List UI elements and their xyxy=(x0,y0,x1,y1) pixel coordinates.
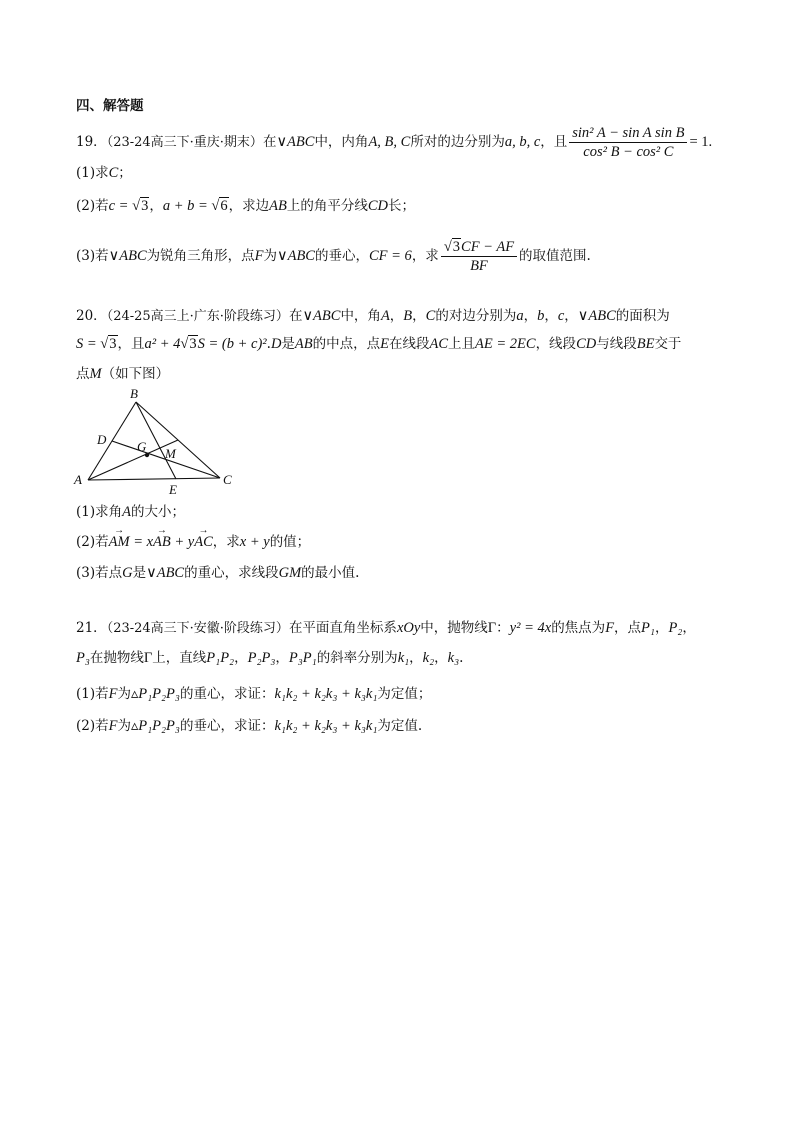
q19-frac-denominator: cos² B − cos² C xyxy=(583,144,674,160)
section-title: 四、解答题 xyxy=(76,98,144,114)
q21-xOy: xOy xyxy=(396,620,421,636)
q19-p3-num-rest: CF − AF xyxy=(461,239,515,255)
q19-p2-end: 长； xyxy=(388,198,415,214)
q20-part2 xyxy=(76,532,310,552)
q20-C: C xyxy=(425,308,436,324)
q20-a: a xyxy=(516,308,524,324)
q20-p3-text: 是 xyxy=(132,565,147,581)
q20-p3-G: G xyxy=(122,565,133,581)
q21-number: 21． xyxy=(76,620,107,636)
q20-D: D xyxy=(270,336,282,352)
q21-p2-text: 的垂心，求证： xyxy=(179,718,275,734)
q19-p3-triangle: ∨ABC xyxy=(108,248,147,264)
q19-number: 19． xyxy=(76,134,107,150)
q20-p3-GM: GM xyxy=(278,565,302,581)
q21-text: 在抛物线 xyxy=(89,650,144,666)
q21-p2-F: F xyxy=(108,718,118,734)
q20-c: c xyxy=(557,308,565,324)
q21-parabola-eq: y² = 4x xyxy=(509,620,552,636)
q19-p3-triangle: ∨ABC xyxy=(276,248,315,264)
q20-sqrt3: 3 xyxy=(109,336,117,352)
q20-source: （24-25高三上·广东·阶段练习） xyxy=(106,309,289,324)
q20-comma: ， xyxy=(412,308,426,324)
q21-line1 xyxy=(76,618,696,639)
q19-p3-label: (3)若 xyxy=(76,248,109,264)
q19-p2-sqrt6: 6 xyxy=(220,198,228,214)
q21-P2: P₂ xyxy=(668,620,683,636)
q20-p2-label: (2)若 xyxy=(76,534,109,550)
q19-part2: (2)若c = √3，a + b = √6，求边AB上的角平分线CD长； xyxy=(76,198,415,214)
q20-text: 的对边分别为 xyxy=(435,308,517,324)
q20-S: S = xyxy=(76,336,101,352)
figure-label-M: M xyxy=(165,446,176,461)
q20-part3 xyxy=(76,563,359,583)
q19-p2-sep: ， xyxy=(149,198,163,214)
q19-p3-F: F xyxy=(254,248,264,264)
q20-text: 的面积为 xyxy=(615,308,670,324)
q19-p2-AB: AB xyxy=(269,198,287,214)
q20-triangle: ∨ABC xyxy=(577,308,616,324)
q21-comma: ， xyxy=(654,620,669,636)
q20-p2-vec-AM: → AM xyxy=(109,532,130,552)
q19-p3-frac-denominator: BF xyxy=(470,258,488,274)
q20-B: B xyxy=(403,308,413,324)
q20-AC: AC xyxy=(429,336,449,352)
q19-sides: a, b, c xyxy=(504,134,541,150)
q21-p2-expr: k₁k₂ + k₂k₃ + k₃k₁ xyxy=(274,718,378,734)
q20-text: ，线段 xyxy=(535,336,577,352)
q21-p2-triangle: ▵P₁P₂P₃ xyxy=(130,718,180,734)
q21-comma: ， xyxy=(409,650,423,666)
q19-frac-numerator: sin² A − sin A sin B xyxy=(569,124,687,143)
q19-text: 所对的边分别为 xyxy=(410,134,505,150)
q21-gamma: Γ xyxy=(143,650,153,666)
q21-text: 在平面直角坐标系 xyxy=(288,620,397,636)
q19-frac-equals: = 1. xyxy=(689,134,713,150)
q21-text: ： xyxy=(496,620,510,636)
q20-p2-vec-AB: → AB xyxy=(153,532,171,552)
q21-text: 上，直线 xyxy=(152,650,207,666)
q20-p1-end: 的大小； xyxy=(130,504,185,520)
q20-triangle: ∨ABC xyxy=(302,308,341,324)
q21-p2-text: 为 xyxy=(117,718,131,734)
q20-p2-vec-AC: → AC xyxy=(194,532,213,552)
q21-p1-triangle: ▵P₁P₂P₃ xyxy=(130,686,180,702)
q20-text: 上且 xyxy=(448,336,476,352)
q19-p3-text: 为锐角三角形，点 xyxy=(146,248,255,264)
q21-k2: k₂ xyxy=(422,650,435,666)
q20-p2-text: ，求 xyxy=(212,534,240,550)
q19-p3-text: ，求 xyxy=(411,248,439,264)
q20-M: M xyxy=(89,366,102,382)
q21-part2 xyxy=(76,716,422,736)
q21-line2 xyxy=(76,648,463,668)
q19-p2-text: 上的角平分线 xyxy=(286,198,368,214)
q20-text: 中，角 xyxy=(340,308,381,324)
q20-p3-label: (3)若点 xyxy=(76,565,123,581)
q19-source: （23-24高三下·重庆·期末） xyxy=(106,135,263,150)
q20-eq-right: S = (b + c)² xyxy=(197,336,267,352)
q21-comma: ， xyxy=(682,620,696,636)
q20-p3-end: 的最小值. xyxy=(301,565,360,581)
q20-p1-A: A xyxy=(122,504,131,520)
q20-p2-plus: + y xyxy=(170,534,195,550)
q21-p2-end: 为定值. xyxy=(377,718,423,734)
figure-label-C: C xyxy=(223,472,232,487)
q19-stem xyxy=(76,124,712,161)
q19-part1 xyxy=(76,163,132,183)
q19-p3-text: 为 xyxy=(263,248,277,264)
q20-comma: ， xyxy=(544,308,558,324)
q21-F: F xyxy=(605,620,615,636)
q19-text: 在 xyxy=(262,134,277,150)
q19-p3-end: 的取值范围. xyxy=(519,248,591,264)
q21-part1 xyxy=(76,684,431,704)
q21-comma: ， xyxy=(434,650,448,666)
q19-p3-fraction xyxy=(441,238,517,275)
q21-end: . xyxy=(459,650,464,666)
q19-p2-text: ，求边 xyxy=(228,198,270,214)
q20-text: 在 xyxy=(288,308,303,324)
q21-comma: ， xyxy=(275,650,289,666)
figure-segment-AC xyxy=(88,478,220,480)
q19-p1-end: ； xyxy=(118,165,132,181)
q20-number: 20． xyxy=(76,308,107,324)
q20-text: ，且 xyxy=(117,336,145,352)
q21-k3: k₃ xyxy=(447,650,460,666)
q20-text: 在线段 xyxy=(389,336,430,352)
q19-angles: A, B, C xyxy=(368,134,411,150)
q20-p2-xy: x + y xyxy=(239,534,270,550)
q20-BE: BE xyxy=(636,336,655,352)
q21-p1-end: 为定值； xyxy=(377,686,432,702)
q20-p3-triangle: ∨ABC xyxy=(146,565,185,581)
q21-P3: P₃ xyxy=(76,650,90,666)
q21-text: 的焦点为 xyxy=(551,620,606,636)
q21-comma: ， xyxy=(234,650,248,666)
q19-p2-c: c = xyxy=(108,198,133,214)
q20-eq-sqrt: 3 xyxy=(189,336,197,352)
q20-p3-text: 的重心，求线段 xyxy=(184,565,279,581)
q20-comma: ， xyxy=(564,308,578,324)
q21-P1: P₁ xyxy=(641,620,655,636)
q19-text: ，且 xyxy=(540,134,568,150)
q19-p2-sqrt3: 3 xyxy=(141,198,149,214)
q19-p3-sqrt3: 3 xyxy=(452,239,461,255)
q20-line1 xyxy=(76,306,670,327)
q20-text: 与线段 xyxy=(596,336,637,352)
q20-ae: AE = 2EC xyxy=(475,336,536,352)
q19-p1-label: (1)求 xyxy=(76,165,109,181)
q20-eq-left: a² + 4 xyxy=(144,336,181,352)
q21-p2-label: (2)若 xyxy=(76,718,109,734)
q20-p2-end: 的值； xyxy=(269,534,311,550)
q21-line-P1P2: P₁P₂ xyxy=(206,650,235,666)
figure-label-G: G xyxy=(137,439,147,454)
q21-line-P2P3: P₂P₃ xyxy=(247,650,276,666)
figure-label-A: A xyxy=(74,472,82,487)
q20-text: 交于 xyxy=(654,336,682,352)
q21-p1-text: 为 xyxy=(117,686,131,702)
q19-p2-CD: CD xyxy=(367,198,388,214)
q19-part3 xyxy=(76,238,591,275)
q20-text: 是 xyxy=(281,336,295,352)
q21-p1-text: 的重心，求证： xyxy=(179,686,275,702)
q20-line3 xyxy=(76,364,169,384)
q19-p3-text: 的垂心， xyxy=(314,248,369,264)
q19-fraction xyxy=(569,124,687,161)
q19-p1-var: C xyxy=(108,165,119,181)
q21-source: （23-24高三下·安徽·阶段练习） xyxy=(106,621,289,636)
q20-line2: S = √3，且a² + 4√3S = (b + c)².D是AB的中点，点E在线段AC上且AE = 2EC，线段CD与线段BE交于 xyxy=(76,336,682,352)
q20-text: 的中点，点 xyxy=(312,336,381,352)
q20-p1-label: (1)求角 xyxy=(76,504,123,520)
figure-label-E: E xyxy=(169,482,177,497)
q20-text: . xyxy=(266,336,271,352)
q20-A: A xyxy=(380,308,390,324)
figure-label-B: B xyxy=(130,386,138,401)
q21-text: ，点 xyxy=(614,620,642,636)
q20-part1 xyxy=(76,502,185,522)
q20-p2-eq: = x xyxy=(129,534,154,550)
q20-b: b xyxy=(537,308,545,324)
q20-comma: ， xyxy=(523,308,538,324)
q20-triangle-figure xyxy=(70,386,240,498)
q20-comma: ， xyxy=(389,308,404,324)
q19-p3-cf: CF = 6 xyxy=(368,248,412,264)
q21-gamma: Γ xyxy=(487,620,497,636)
q19-triangle: ∨ABC xyxy=(276,134,315,150)
figure-label-D: D xyxy=(97,432,107,447)
q21-k1: k₁ xyxy=(397,650,410,666)
q19-p2-label: (2)若 xyxy=(76,198,109,214)
q20-CD: CD xyxy=(576,336,597,352)
q21-text: 的斜率分别为 xyxy=(316,650,398,666)
q20-text: （如下图） xyxy=(101,366,170,382)
q21-p1-label: (1)若 xyxy=(76,686,109,702)
q19-text: 中，内角 xyxy=(314,134,369,150)
q21-p1-expr: k₁k₂ + k₂k₃ + k₃k₁ xyxy=(274,686,378,702)
q20-AB: AB xyxy=(294,336,313,352)
q19-p3-frac-numerator: √3CF − AF xyxy=(441,238,517,257)
q21-p1-F: F xyxy=(108,686,118,702)
q21-text: 中，抛物线 xyxy=(420,620,488,636)
q21-line-P3P1: P₃P₁ xyxy=(288,650,317,666)
q19-p2-ab: a + b = xyxy=(162,198,212,214)
q20-text: 点 xyxy=(76,366,90,382)
q20-E: E xyxy=(380,336,389,352)
